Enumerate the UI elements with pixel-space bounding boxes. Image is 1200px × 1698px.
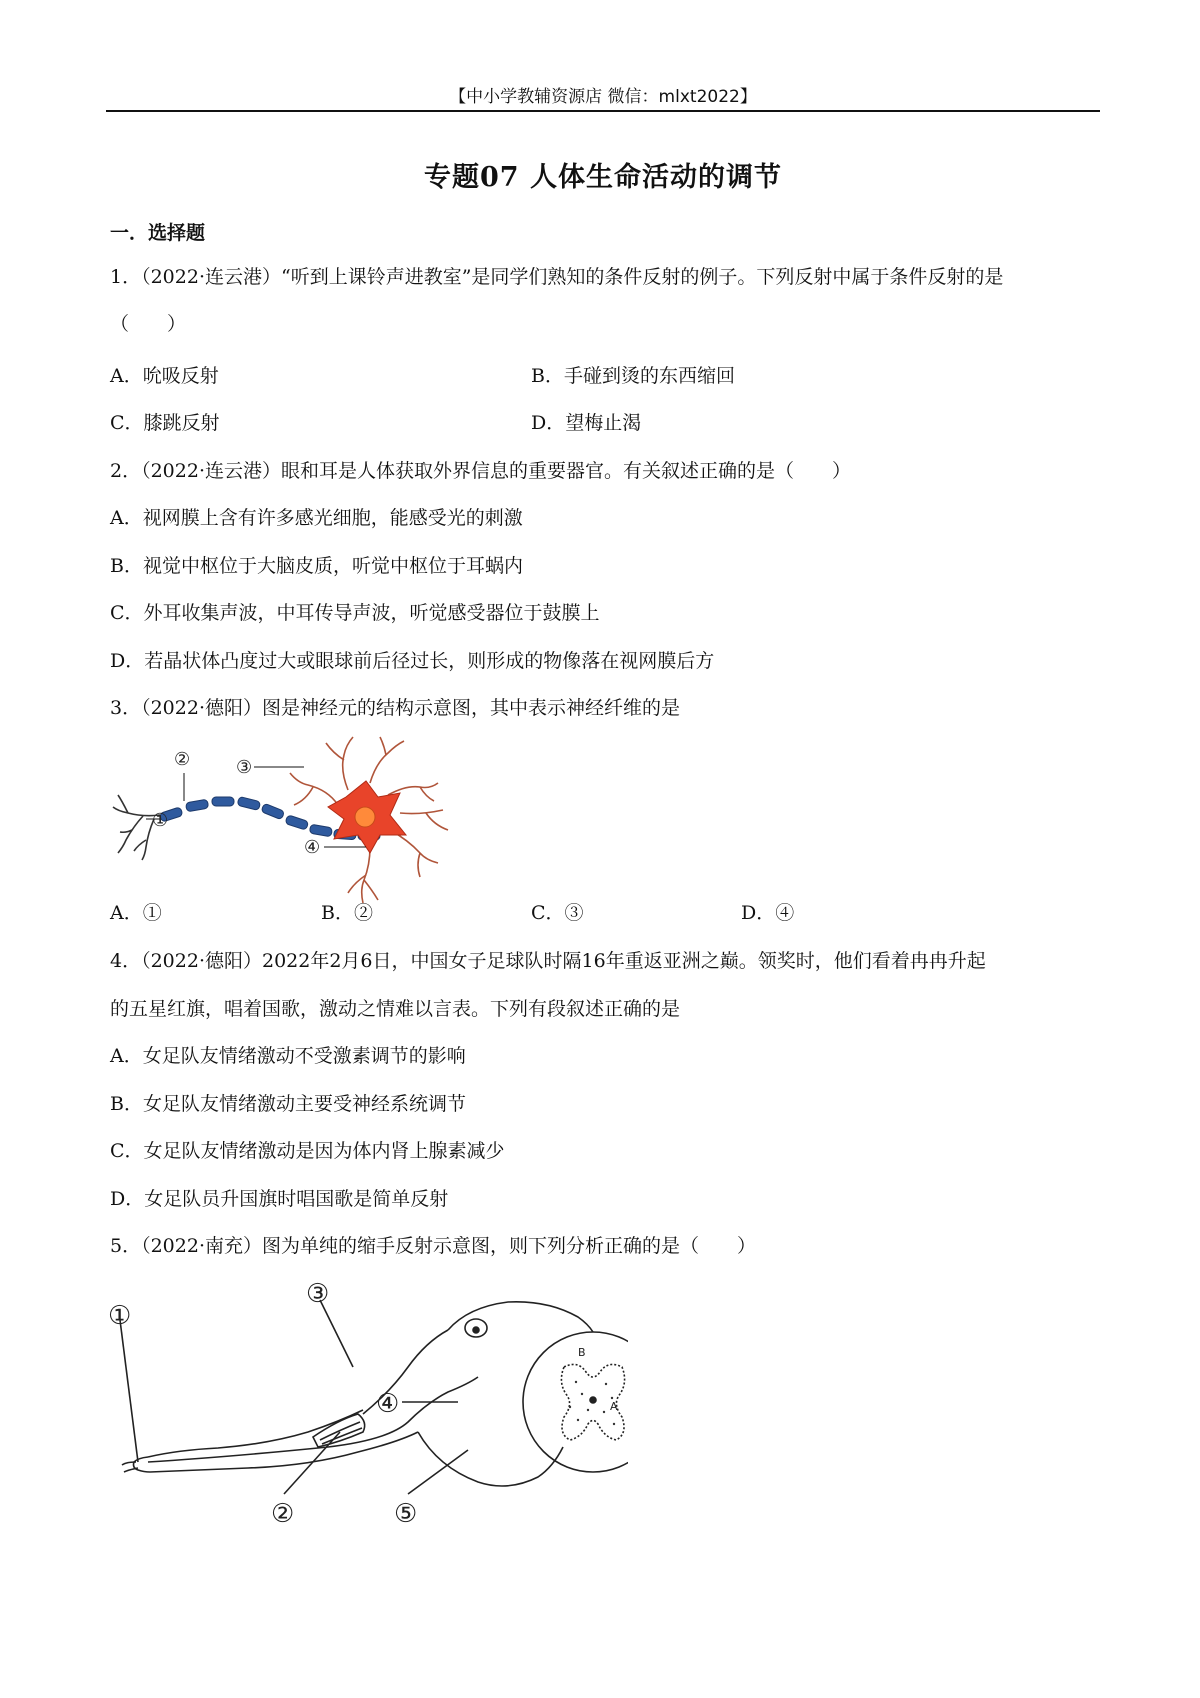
- arm-upper-edge: [148, 1410, 363, 1457]
- q4-option-a: A．女足队友情绪激动不受激素调节的影响: [110, 1045, 466, 1067]
- reflex-label-2: ②: [271, 1499, 295, 1529]
- neuron-label-2: ②: [174, 749, 191, 770]
- q5-stem: 5．（2022·南充）图为单纯的缩手反射示意图，则下列分析正确的是（ ）: [110, 1235, 756, 1257]
- neuron-label-1: ①: [152, 810, 169, 831]
- lower-nerve-loop: [418, 1432, 563, 1486]
- q4-option-d: D．女足队员升国旗时唱国歌是简单反射: [110, 1188, 449, 1210]
- reflex-label-4: ④: [376, 1389, 400, 1419]
- page-header: 【中小学教辅资源店 微信：mlxt2022】: [449, 87, 757, 107]
- reflex-label-5: ⑤: [394, 1499, 418, 1529]
- q2-option-d: D．若晶状体凸度过大或眼球前后径过长，则形成的物像落在视网膜后方: [110, 650, 715, 672]
- q4-option-b: B．女足队友情绪激动主要受神经系统调节: [110, 1093, 466, 1115]
- q3-stem: 3．（2022·德阳）图是神经元的结构示意图，其中表示神经纤维的是: [110, 697, 680, 719]
- q2-stem: 2．（2022·连云港）眼和耳是人体获取外界信息的重要器官。有关叙述正确的是（ ）: [110, 460, 851, 482]
- neuron-label-3: ③: [236, 757, 253, 778]
- q4-option-c: C．女足队友情绪激动是因为体内肾上腺素减少: [110, 1140, 505, 1162]
- q3-option-b: B．②: [321, 902, 373, 924]
- q1-option-d: D．望梅止渴: [531, 412, 642, 434]
- q1-stem-line2: （ ）: [110, 313, 187, 335]
- q2-option-c: C．外耳收集声波，中耳传导声波，听觉感受器位于鼓膜上: [110, 602, 600, 624]
- q1-option-a: A．吮吸反射: [110, 365, 219, 387]
- q3-option-d: D．④: [741, 902, 795, 924]
- reflex-label-3: ③: [306, 1279, 330, 1309]
- reflex-label-1: ①: [108, 1301, 132, 1331]
- reflex-label-a: A: [610, 1400, 618, 1413]
- reflex-label-b: B: [578, 1346, 586, 1359]
- q3-option-a: A．①: [110, 902, 162, 924]
- q2-option-b: B．视觉中枢位于大脑皮质，听觉中枢位于耳蜗内: [110, 555, 523, 577]
- page-title: 专题07 人体生命活动的调节: [424, 162, 782, 193]
- upper-nerve-loop: [448, 1302, 593, 1332]
- q1-stem-line1: 1．（2022·连云港）“听到上课铃声进教室”是同学们熟知的条件反射的例子。下列反射中属于条件反射的是: [110, 266, 1004, 288]
- q1-option-b: B．手碰到烫的东西缩回: [531, 365, 735, 387]
- section-heading: 一．选择题: [110, 222, 206, 244]
- neuron-diagram: [108, 735, 458, 910]
- header-divider: [106, 110, 1100, 112]
- neuron-label-4: ④: [304, 837, 321, 858]
- hand: [134, 1457, 151, 1472]
- q1-option-c: C．膝跳反射: [110, 412, 220, 434]
- q4-stem-line1: 4．（2022·德阳）2022年2月6日，中国女子足球队时隔16年重返亚洲之巅。领奖时，他们看着冉冉升起: [110, 950, 986, 972]
- nucleus: [355, 807, 375, 827]
- q3-option-c: C．③: [531, 902, 584, 924]
- q2-option-a: A．视网膜上含有许多感光细胞，能感受光的刺激: [110, 507, 523, 529]
- q4-stem-line2: 的五星红旗，唱着国歌，激动之情难以言表。下列有段叙述正确的是: [110, 998, 681, 1020]
- reflex-arc-diagram: [108, 1272, 628, 1542]
